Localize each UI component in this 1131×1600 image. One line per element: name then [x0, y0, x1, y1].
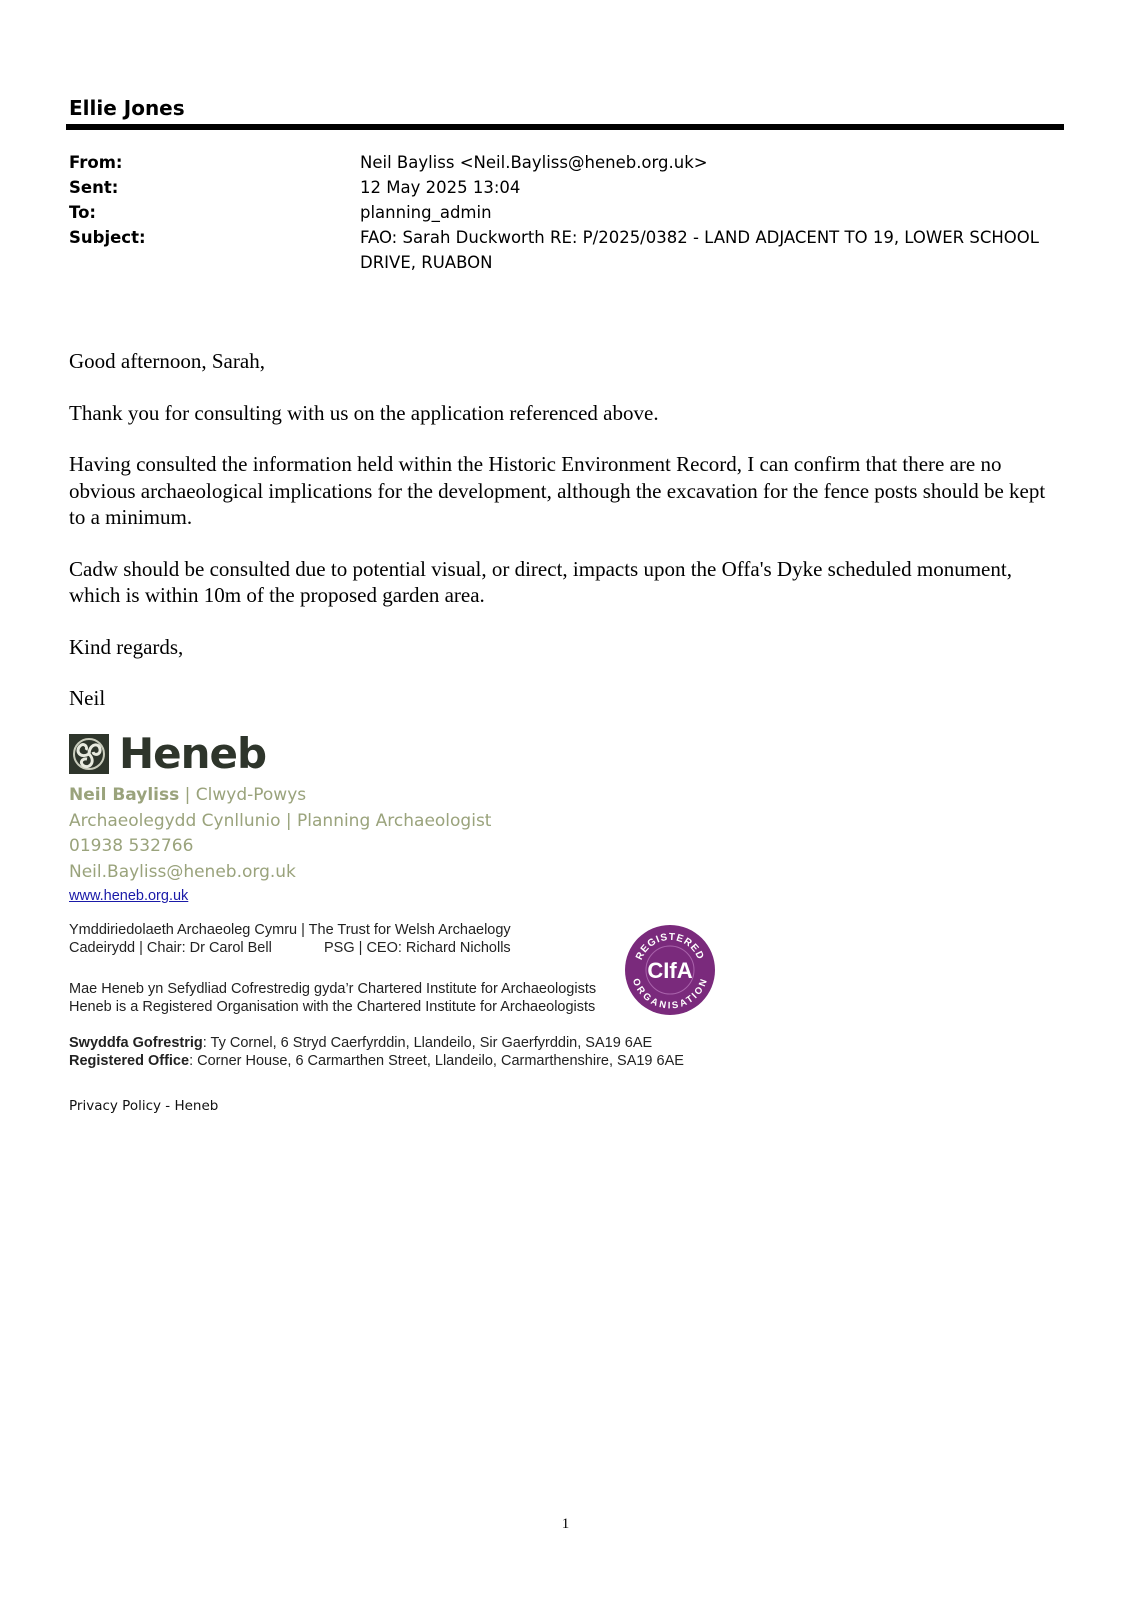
signoff-name: Neil	[69, 686, 106, 710]
signature-name: Neil Bayliss	[69, 785, 180, 805]
subject-value: FAO: Sarah Duckworth RE: P/2025/0382 - LAND ADJACENT TO 19, LOWER SCHOOL DRIVE, RUABON	[360, 228, 1039, 272]
to-value: planning_admin	[360, 203, 492, 222]
office-english-line	[69, 1053, 684, 1071]
from-row	[69, 150, 1059, 175]
cifa-ring-top-text: REGISTERED	[634, 931, 706, 962]
signature-email: Neil.Bayliss@heneb.org.uk	[69, 861, 296, 882]
signature-role: Archaeolegydd Cynllunio | Planning Archaeologist	[69, 810, 492, 831]
officers-line	[69, 940, 511, 958]
registered-office-info	[69, 1035, 684, 1070]
cifa-registered-badge-icon	[624, 924, 716, 1016]
sent-label: Sent:	[69, 178, 119, 197]
from-value: Neil Bayliss <Neil.Bayliss@heneb.org.uk>	[360, 153, 708, 172]
signature-phone: 01938 532766	[69, 836, 194, 856]
mailbox-owner-name: Ellie Jones	[69, 96, 185, 120]
trust-info	[69, 922, 511, 957]
trust-line: Ymddiriedolaeth Archaeoleg Cymru | The Trust for Welsh Archaelogy	[69, 922, 511, 938]
email-body	[69, 348, 1059, 737]
registration-info	[69, 981, 596, 1016]
body-paragraph: Thank you for consulting with us on the application referenced above.	[69, 400, 659, 425]
body-paragraph: Cadw should be consulted due to potential visual, or direct, impacts upon the Offa's Dyke scheduled monument, which is within 10m of the proposed garden area.	[69, 556, 1012, 607]
office-welsh-line	[69, 1035, 684, 1053]
to-row	[69, 200, 1059, 225]
cifa-badge-text: CIfA	[647, 958, 693, 983]
subject-row	[69, 225, 1059, 275]
privacy-policy-link[interactable]: Privacy Policy - Heneb	[69, 1098, 219, 1114]
greeting: Good afternoon, Sarah,	[69, 349, 265, 373]
email-header	[69, 150, 1059, 275]
subject-label: Subject:	[69, 228, 146, 247]
sent-value: 12 May 2025 13:04	[360, 178, 521, 197]
signature-name-line	[69, 783, 491, 809]
office-english-label: Registered Office	[69, 1052, 190, 1069]
office-welsh-address: : Ty Cornel, 6 Stryd Caerfyrddin, Llandeilo, Sir Gaerfyrddin, SA19 6AE	[202, 1035, 653, 1051]
ceo-text: PSG | CEO: Richard Nicholls	[324, 939, 511, 956]
to-label: To:	[69, 203, 96, 222]
header-rule	[66, 124, 1064, 130]
registration-welsh: Mae Heneb yn Sefydliad Cofrestredig gyda’r Chartered Institute for Archaeologists	[69, 981, 597, 997]
registration-english: Heneb is a Registered Organisation with the Chartered Institute for Archaeologists	[69, 998, 596, 1015]
signature-region: | Clwyd-Powys	[184, 785, 307, 805]
triskele-logo-icon	[69, 734, 109, 774]
cifa-ring-bottom-text: ORGANISATION	[629, 977, 711, 1012]
sent-row	[69, 175, 1059, 200]
website-link[interactable]: www.heneb.org.uk	[69, 888, 189, 904]
office-welsh-label: Swyddfa Gofrestrig	[69, 1035, 203, 1051]
from-label: From:	[69, 153, 123, 172]
closing: Kind regards,	[69, 634, 184, 659]
body-paragraph: Having consulted the information held within the Historic Environment Record, I can confirm that there are no obvious archaeological implications for the development, although the excavation for the fence posts should be kept to a minimum.	[69, 452, 1046, 529]
signature-block	[69, 783, 491, 885]
logo-wordmark: Heneb	[119, 729, 267, 778]
heneb-logo	[69, 729, 267, 778]
office-english-address: : Corner House, 6 Carmarthen Street, Llandeilo, Carmarthenshire, SA19 6AE	[189, 1052, 684, 1069]
chair-text: Cadeirydd | Chair: Dr Carol Bell	[69, 939, 272, 956]
page-number: 1	[561, 1516, 570, 1532]
